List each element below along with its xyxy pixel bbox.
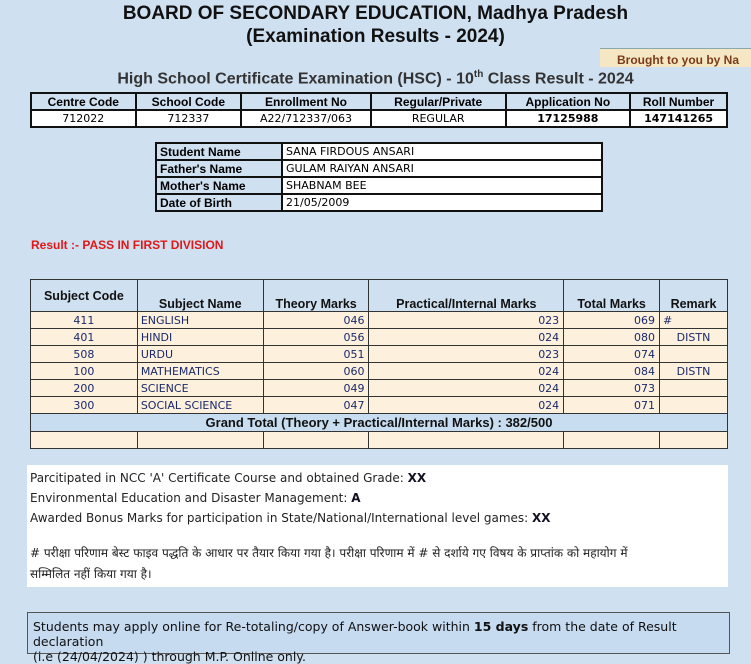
retotaling-text (28, 613, 729, 664)
enrollment-no: A22/712337/063 (241, 110, 371, 127)
retotaling-line2: (i.e (24/04/2024) ) through M.P. Online only. (33, 649, 306, 664)
hindi-note-line1: # परीक्षा परिणाम बेस्ट फाइव पद्धति के आधार पर तैयार किया गया है। परीक्षा परिणाम में # से दर्शाये गए विषय के प्राप्तांक को महायोग में (30, 546, 628, 560)
exam-subtitle (0, 69, 751, 88)
blank-cell (369, 432, 564, 449)
roll-number: 147141265 (630, 110, 727, 127)
theory-marks: 047 (263, 397, 369, 414)
roll-number-header: Roll Number (630, 93, 727, 110)
bonus-note (27, 508, 728, 528)
subject-name: URDU (137, 346, 263, 363)
theory-marks: 056 (263, 329, 369, 346)
codes-table (30, 92, 728, 128)
subject-name-header: Subject Name (137, 280, 263, 312)
table-row (31, 380, 728, 397)
subject-name: MATHEMATICS (137, 363, 263, 380)
total-marks: 084 (564, 363, 660, 380)
notes-spacer (27, 528, 728, 543)
subject-name: SOCIAL SCIENCE (137, 397, 263, 414)
marquee-banner (600, 48, 751, 67)
total-marks: 073 (564, 380, 660, 397)
theory-marks: 046 (263, 312, 369, 329)
dob-row (156, 194, 602, 211)
exam-results-title: (Examination Results - 2024) (246, 26, 505, 47)
marquee-text: Brought to you by Na (617, 53, 739, 67)
mother-name: SHABNAM BEE (282, 177, 602, 194)
practical-marks: 024 (369, 380, 564, 397)
practical-marks: 024 (369, 363, 564, 380)
application-no: 17125988 (506, 110, 631, 127)
enrollment-no-header: Enrollment No (241, 93, 371, 110)
theory-marks-header: Theory Marks (263, 280, 369, 312)
practical-marks: 023 (369, 346, 564, 363)
remark: DISTN (660, 363, 728, 380)
retotaling-notice (27, 612, 730, 664)
blank-row (31, 432, 728, 449)
retotaling-end: from the date of Result declaration (33, 619, 677, 649)
grand-total-row (31, 414, 728, 432)
env-grade: A (351, 491, 361, 505)
remark (660, 346, 728, 363)
table-row (31, 312, 728, 329)
student-name-label: Student Name (156, 143, 282, 160)
ncc-text: Parcitipated in NCC 'A' Certificate Course and obtained Grade: (30, 471, 408, 485)
hindi-note-line2: सम्मिलित नहीं किया गया है। (30, 567, 152, 581)
blank-cell (660, 432, 728, 449)
theory-marks: 049 (263, 380, 369, 397)
practical-marks: 024 (369, 397, 564, 414)
env-note (27, 488, 728, 508)
table-row (31, 397, 728, 414)
total-marks: 074 (564, 346, 660, 363)
subtitle-suffix: Class Result - 2024 (483, 70, 634, 88)
father-name: GULAM RAIYAN ANSARI (282, 160, 602, 177)
dob-label: Date of Birth (156, 194, 282, 211)
subtitle-sup: th (473, 69, 484, 80)
ncc-grade: XX (407, 471, 427, 485)
subtitle-prefix: High School Certificate Examination (HSC) - 10 (117, 70, 474, 88)
retotaling-days: 15 days (473, 619, 529, 634)
centre-code: 712022 (31, 110, 136, 127)
regular-private: REGULAR (371, 110, 506, 127)
remark-header: Remark (660, 280, 728, 312)
father-name-label: Father's Name (156, 160, 282, 177)
school-code-header: School Code (136, 93, 242, 110)
practical-marks: 024 (369, 329, 564, 346)
blank-cell (263, 432, 369, 449)
codes-header-row (31, 93, 727, 110)
result-status: Result :- PASS IN FIRST DIVISION (31, 238, 224, 252)
subject-name: SCIENCE (137, 380, 263, 397)
board-title: BOARD OF SECONDARY EDUCATION, Madhya Pradesh (122, 3, 629, 24)
blank-cell (564, 432, 660, 449)
application-no-header: Application No (506, 93, 631, 110)
remark (660, 380, 728, 397)
total-marks: 080 (564, 329, 660, 346)
grand-total: Grand Total (Theory + Practical/Internal Marks) : 382/500 (31, 414, 728, 432)
notes-panel (27, 465, 728, 587)
total-marks-header: Total Marks (564, 280, 660, 312)
page-header (0, 0, 751, 48)
subject-code: 100 (31, 363, 138, 380)
bonus-text: Awarded Bonus Marks for participation in State/National/International level games: (30, 511, 533, 525)
subject-code: 411 (31, 312, 138, 329)
student-name-row (156, 143, 602, 160)
total-marks: 069 (564, 312, 660, 329)
retotaling-start: Students may apply online for Re-totaling/copy of Answer-book within (33, 619, 474, 634)
subject-code: 300 (31, 397, 138, 414)
ncc-note (27, 468, 728, 488)
centre-code-header: Centre Code (31, 93, 136, 110)
practical-marks: 023 (369, 312, 564, 329)
blank-cell (31, 432, 138, 449)
marks-table (30, 279, 728, 449)
subject-code: 200 (31, 380, 138, 397)
subject-code: 508 (31, 346, 138, 363)
marks-header-row (31, 280, 728, 312)
table-row (31, 346, 728, 363)
remark: # (660, 312, 728, 329)
table-row (31, 329, 728, 346)
remark (660, 397, 728, 414)
regular-private-header: Regular/Private (371, 93, 506, 110)
subject-name: HINDI (137, 329, 263, 346)
theory-marks: 060 (263, 363, 369, 380)
student-details-table (155, 142, 603, 212)
remark: DISTN (660, 329, 728, 346)
subject-name: ENGLISH (137, 312, 263, 329)
blank-cell (137, 432, 263, 449)
codes-value-row (31, 110, 727, 127)
bonus-value: XX (532, 511, 551, 525)
theory-marks: 051 (263, 346, 369, 363)
subject-code: 401 (31, 329, 138, 346)
student-name: SANA FIRDOUS ANSARI (282, 143, 602, 160)
subject-code-header: Subject Code (31, 280, 138, 312)
mother-name-row (156, 177, 602, 194)
table-row (31, 363, 728, 380)
school-code: 712337 (136, 110, 242, 127)
env-text: Environmental Education and Disaster Management: (30, 491, 352, 505)
total-marks: 071 (564, 397, 660, 414)
mother-name-label: Mother's Name (156, 177, 282, 194)
practical-marks-header: Practical/Internal Marks (369, 280, 564, 312)
father-name-row (156, 160, 602, 177)
date-of-birth: 21/05/2009 (282, 194, 602, 211)
